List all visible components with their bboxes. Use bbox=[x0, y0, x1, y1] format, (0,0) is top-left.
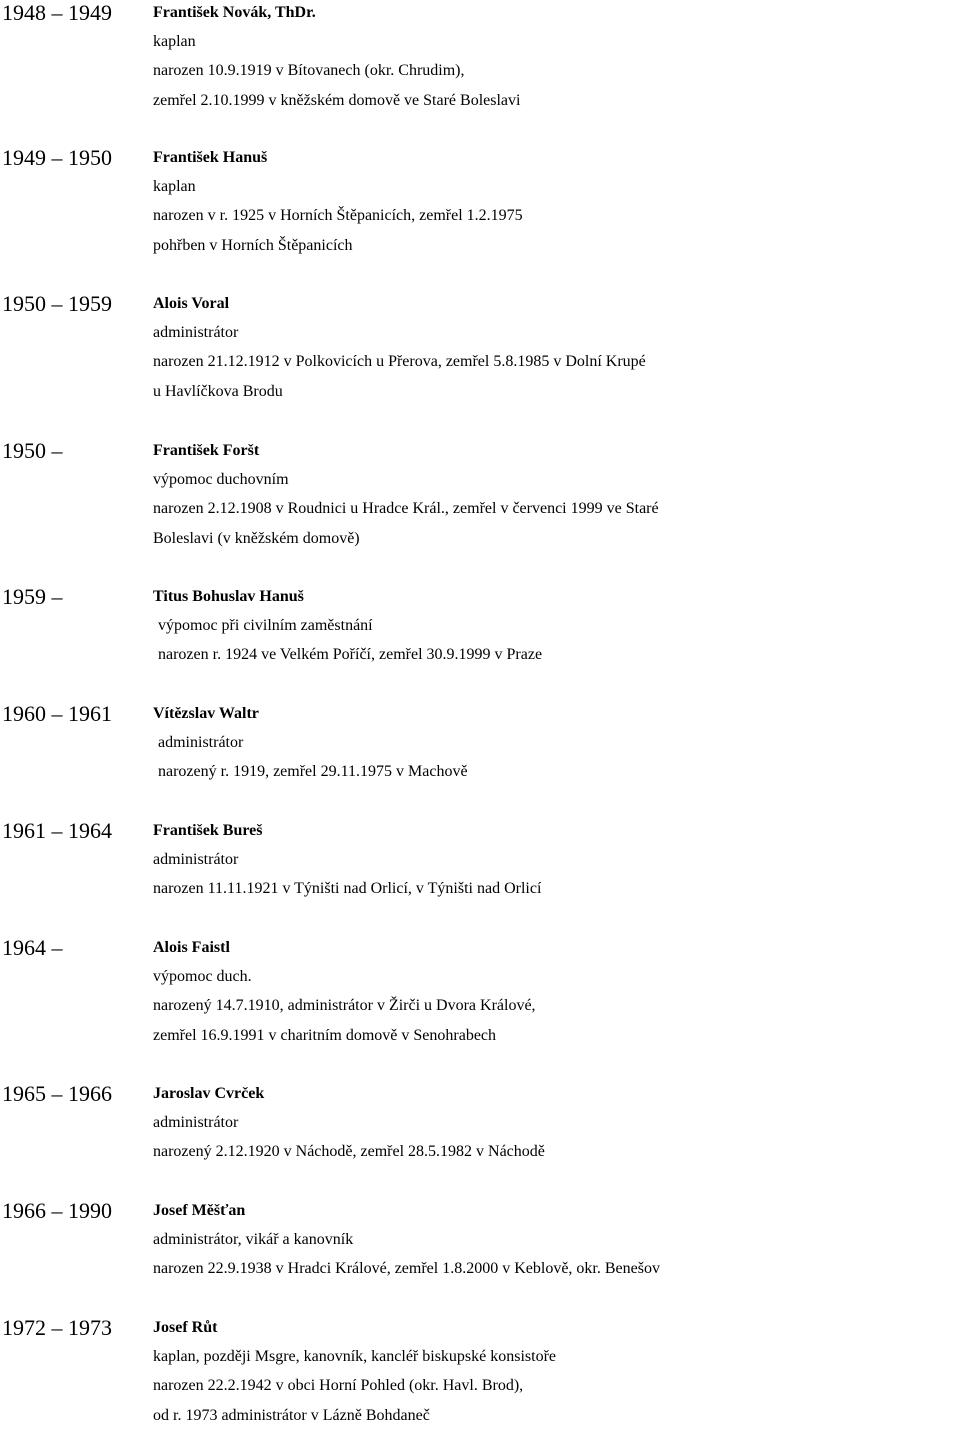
entry-detail: pohřben v Horních Štěpanicích bbox=[153, 236, 353, 254]
entry-detail: narozen v r. 1925 v Horních Štěpanicích, zemřel 1.2.1975 bbox=[153, 207, 523, 225]
entry-years: 1966 – 1990 bbox=[2, 1198, 112, 1223]
entry-detail: Boleslavi (v kněžském domově) bbox=[153, 529, 360, 547]
entry-years: 1950 – 1959 bbox=[2, 291, 112, 316]
entry-role: administrátor bbox=[153, 851, 239, 869]
entry-body bbox=[153, 436, 960, 553]
entry-years: 1964 – bbox=[2, 935, 63, 960]
entry-role: administrátor, vikář a kanovník bbox=[153, 1231, 354, 1249]
entry-name: Jaroslav Cvrček bbox=[153, 1085, 265, 1102]
entry-detail: narozený 14.7.1910, administrátor v Žirči u Dvora Králové, bbox=[153, 997, 536, 1015]
entry-body bbox=[153, 1313, 960, 1430]
entry-years: 1961 – 1964 bbox=[2, 818, 112, 843]
entry-role: výpomoc duchovním bbox=[153, 471, 289, 489]
entry-detail: narozen 21.12.1912 v Polkovicích u Přerova, zemřel 5.8.1985 v Dolní Krupé bbox=[153, 353, 646, 371]
entry-years: 1948 – 1949 bbox=[2, 0, 112, 25]
entry-detail: narozen 10.9.1919 v Bítovanech (okr. Chrudim), bbox=[153, 62, 465, 80]
entry-name: František Foršt bbox=[153, 442, 260, 459]
entry-role: výpomoc při civilním zaměstnání bbox=[158, 617, 373, 635]
entry-body bbox=[153, 0, 960, 115]
entry-years: 1950 – bbox=[2, 438, 63, 463]
entry-detail: u Havlíčkova Brodu bbox=[153, 382, 283, 400]
entry-role: kaplan, později Msgre, kanovník, kancléř biskupské konsistoře bbox=[153, 1348, 557, 1366]
entry-detail: zemřel 16.9.1991 v charitním domově v Senohrabech bbox=[153, 1026, 497, 1044]
entry-years: 1972 – 1973 bbox=[2, 1315, 112, 1340]
entry-body bbox=[153, 1196, 960, 1284]
entry-role: administrátor bbox=[158, 734, 244, 752]
entry-detail: narozen 22.2.1942 v obci Horní Pohled (okr. Havl. Brod), bbox=[153, 1377, 524, 1395]
entry-body bbox=[153, 289, 960, 406]
entry-name: Josef Měšťan bbox=[153, 1202, 246, 1219]
entry-detail: narozen 11.11.1921 v Týništi nad Orlicí, v Týništi nad Orlicí bbox=[153, 880, 542, 898]
entry-body bbox=[153, 699, 960, 787]
entry-detail: narozen 2.12.1908 v Roudnici u Hradce Král., zemřel v červenci 1999 ve Staré bbox=[153, 500, 659, 518]
entry-role: kaplan bbox=[153, 178, 196, 196]
entry-detail: zemřel 2.10.1999 v kněžském domově ve Staré Boleslavi bbox=[153, 91, 521, 109]
entry-role: administrátor bbox=[153, 324, 239, 342]
entry-years: 1949 – 1950 bbox=[2, 145, 112, 170]
entry-name: Alois Faistl bbox=[153, 939, 230, 956]
entry-years: 1965 – 1966 bbox=[2, 1081, 112, 1106]
entry-years: 1959 – bbox=[2, 584, 63, 609]
entry-role: administrátor bbox=[153, 1114, 239, 1132]
entry-role: kaplan bbox=[153, 33, 196, 51]
entry-body bbox=[153, 816, 960, 904]
entry-name: Josef Růt bbox=[153, 1319, 218, 1336]
entry-body bbox=[153, 582, 960, 670]
entry-name: Titus Bohuslav Hanuš bbox=[153, 588, 304, 605]
entry-name: Vítězslav Waltr bbox=[153, 705, 259, 722]
entry-detail: od r. 1973 administrátor v Lázně Bohdaneč bbox=[153, 1406, 430, 1424]
entry-detail: narozený 2.12.1920 v Náchodě, zemřel 28.5.1982 v Náchodě bbox=[153, 1143, 545, 1161]
entry-body bbox=[153, 1079, 960, 1167]
entry-name: František Novák, ThDr. bbox=[153, 4, 316, 21]
entry-detail: narozen 22.9.1938 v Hradci Králové, zemřel 1.8.2000 v Keblově, okr. Benešov bbox=[153, 1260, 660, 1278]
entry-years: 1960 – 1961 bbox=[2, 701, 112, 726]
entry-detail: narozený r. 1919, zemřel 29.11.1975 v Machově bbox=[158, 763, 468, 781]
entry-body bbox=[153, 143, 960, 260]
entry-role: výpomoc duch. bbox=[153, 968, 252, 986]
entry-name: František Hanuš bbox=[153, 149, 268, 166]
entry-name: Alois Voral bbox=[153, 295, 230, 312]
entry-name: František Bureš bbox=[153, 822, 263, 839]
entry-detail: narozen r. 1924 ve Velkém Poříčí, zemřel 30.9.1999 v Praze bbox=[158, 646, 543, 664]
entry-body bbox=[153, 933, 960, 1050]
